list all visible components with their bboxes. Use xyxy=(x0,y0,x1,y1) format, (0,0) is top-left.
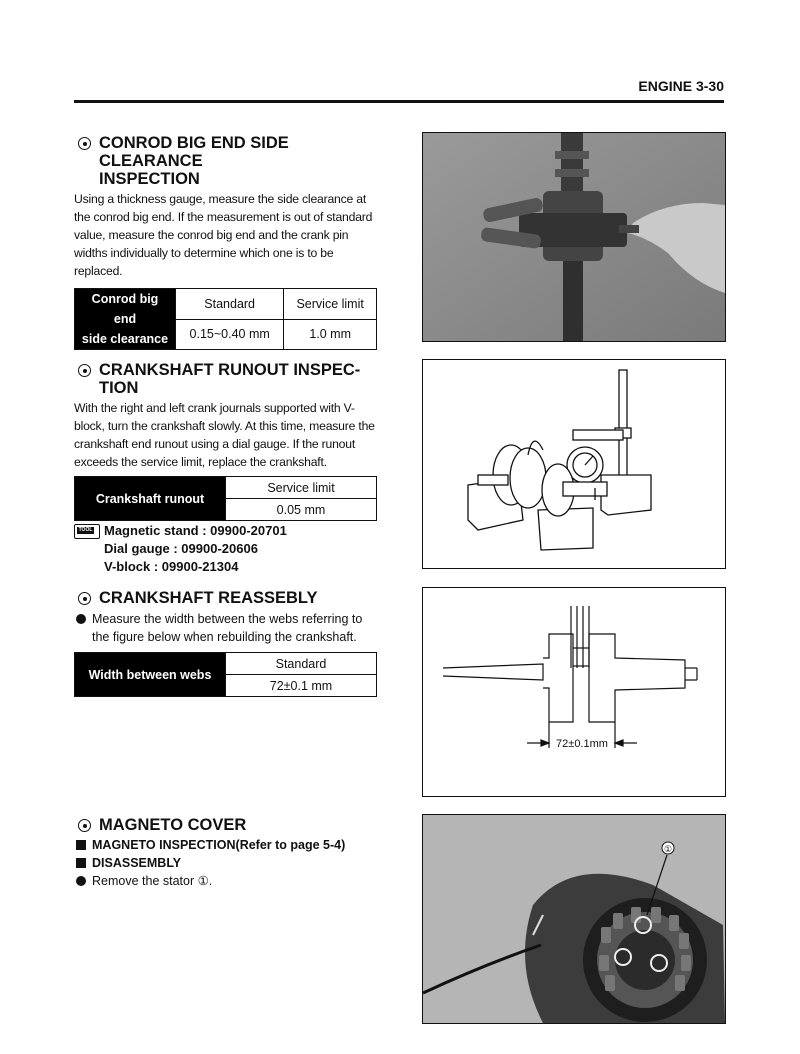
conrod-standard-value: 0.15~0.40 mm xyxy=(176,319,284,350)
page-header: ENGINE 3-30 xyxy=(638,78,724,94)
runout-section xyxy=(74,361,379,521)
magneto-section xyxy=(74,816,379,890)
square-bullet-icon xyxy=(76,840,86,850)
tool-icon xyxy=(74,524,100,539)
reassembly-heading-text: CRANKSHAFT REASSEBLY xyxy=(99,589,318,607)
magneto-bullet xyxy=(74,872,379,890)
magneto-item-inspection-text: MAGNETO INSPECTION(Refer to page 5-4) xyxy=(92,838,346,852)
conrod-table-label-line1: Conrod big end xyxy=(91,292,159,326)
conrod-limit-header: Service limit xyxy=(284,289,377,320)
magneto-heading xyxy=(74,816,379,834)
runout-spec-table xyxy=(74,476,377,521)
runout-heading xyxy=(74,361,379,397)
conrod-heading-line1: CONROD BIG END SIDE CLEARANCE xyxy=(99,134,289,170)
conrod-table-label-line2: side clearance xyxy=(81,332,169,346)
runout-limit-value: 0.05 mm xyxy=(226,499,377,521)
bullet-dot-icon xyxy=(76,614,86,624)
header-rule xyxy=(74,100,724,103)
runout-limit-header: Service limit xyxy=(226,477,377,499)
conrod-standard-header: Standard xyxy=(176,289,284,320)
reassembly-heading xyxy=(74,589,379,607)
conrod-photo xyxy=(422,132,726,342)
reassembly-bullet-text: Measure the width between the webs referring to the figure below when rebuilding the crankshaft. xyxy=(92,612,363,644)
conrod-heading-line2: INSPECTION xyxy=(99,170,200,188)
magneto-heading-text: MAGNETO COVER xyxy=(99,816,247,834)
stator-callout: ① xyxy=(663,844,673,854)
section-bullet-icon xyxy=(78,364,91,377)
reassembly-bullet xyxy=(74,610,379,646)
reassembly-table-label: Width between webs xyxy=(75,653,226,697)
conrod-table-label xyxy=(75,289,176,350)
runout-diagram xyxy=(422,359,726,569)
section-bullet-icon xyxy=(78,819,91,832)
reassembly-standard-header: Standard xyxy=(226,653,377,675)
reassembly-standard-value: 72±0.1 mm xyxy=(226,675,377,697)
runout-heading-line2: TION xyxy=(99,379,139,397)
tool-v-block: V-block : 09900-21304 xyxy=(104,559,239,574)
section-bullet-icon xyxy=(78,137,91,150)
crankshaft-diagram xyxy=(422,587,726,797)
square-bullet-icon xyxy=(76,858,86,868)
magneto-photo xyxy=(422,814,726,1024)
tool-dial-gauge: Dial gauge : 09900-20606 xyxy=(104,541,258,556)
conrod-body: Using a thickness gauge, measure the side clearance at the conrod big end. If the measurement is out of standard value, measure the conrod big end and the crank pin widths individually to determine which one is to be replaced. xyxy=(74,192,373,278)
section-bullet-icon xyxy=(78,592,91,605)
runout-heading-line1: CRANKSHAFT RUNOUT INSPEC- xyxy=(99,361,361,379)
conrod-heading xyxy=(74,134,379,188)
bullet-dot-icon xyxy=(76,876,86,886)
runout-table-label: Crankshaft runout xyxy=(75,477,226,521)
reassembly-section xyxy=(74,589,379,697)
magneto-item-disassembly-text: DISASSEMBLY xyxy=(92,856,182,870)
magneto-item-disassembly xyxy=(74,854,379,872)
conrod-limit-value: 1.0 mm xyxy=(284,319,377,350)
conrod-section xyxy=(74,134,379,350)
magneto-item-inspection xyxy=(74,836,379,854)
reassembly-spec-table xyxy=(74,652,377,697)
special-tools xyxy=(74,522,287,576)
tool-magnetic-stand: Magnetic stand : 09900-20701 xyxy=(104,523,287,538)
magneto-bullet-text: Remove the stator ①. xyxy=(92,874,213,888)
runout-body: With the right and left crank journals supported with V-block, turn the crankshaft slowly. At this time, measure the crankshaft end runout using a dial gauge. If the runout exceeds the service limit, replace the crankshaft. xyxy=(74,401,375,469)
conrod-spec-table xyxy=(74,288,377,350)
web-width-label: 72±0.1mm xyxy=(556,738,608,750)
